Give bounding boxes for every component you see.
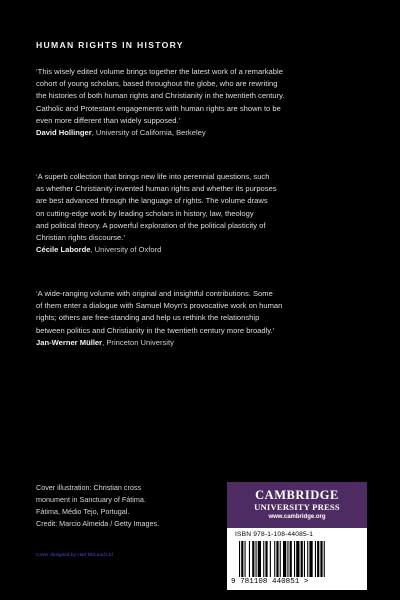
- barcode-digits: 9 781108 440851 >: [231, 578, 309, 586]
- barcode-stripe: [265, 541, 267, 577]
- blurb-line: are best advanced through the language of rights. The volume draws: [36, 196, 268, 206]
- barcode-stripe: [296, 541, 299, 577]
- barcode-stripe: [304, 541, 305, 577]
- cover-credit: [36, 482, 226, 530]
- barcode-stripe: [256, 541, 257, 577]
- credit-line: Credit: Marcio Almeida / Getty Images.: [36, 519, 160, 528]
- blurb-line: the histories of both human rights and Christianity in the twentieth century.: [36, 91, 285, 101]
- blurb-laborde: [36, 171, 372, 256]
- blurb-attribution: [36, 127, 372, 139]
- blurb-attribution: [36, 337, 372, 349]
- barcode-stripe: [241, 541, 243, 577]
- blurb-line: on cutting-edge work by leading scholars in history, law, theology: [36, 208, 254, 218]
- blurb-affiliation: , University of California, Berkeley: [91, 128, 206, 138]
- blurb-line: as whether Christianity invented human rights and whether its purposes: [36, 184, 277, 194]
- designer-credit: Cover designed by Hart McLeod Ltd: [36, 553, 113, 558]
- barcode-icon: [239, 541, 355, 577]
- barcode-stripe: [290, 541, 292, 577]
- blurb-line: ‘A wide-ranging volume with original and insightful contributions. Some: [36, 289, 273, 298]
- credit-line: Fátima, Médio Tejo, Portugal.: [36, 507, 130, 516]
- barcode-stripe: [249, 541, 250, 577]
- blurb-line: ‘This wisely edited volume brings together the latest work of a remarkable: [36, 67, 283, 76]
- barcode-stripe: [245, 541, 246, 577]
- barcode-stripe: [307, 541, 308, 577]
- blurb-author: Jan-Werner Müller: [36, 337, 103, 347]
- barcode-stripe: [258, 541, 261, 577]
- blurb-author: David Hollinger: [36, 128, 92, 138]
- blurb-affiliation: , Princeton University: [102, 337, 174, 347]
- blurb-line: Christian rights discourse.’: [36, 233, 126, 243]
- credit-line: monument in Sanctuary of Fátima.: [36, 495, 146, 504]
- publisher-press: UNIVERSITY PRESS: [254, 502, 340, 512]
- blurb-affiliation: , University of Oxford: [90, 245, 162, 255]
- isbn-label: ISBN 978-1-108-44085-1: [235, 531, 314, 538]
- barcode-stripe: [283, 541, 286, 577]
- barcode-stripe: [320, 541, 322, 577]
- blurb-attribution: [36, 244, 372, 256]
- barcode-stripe: [270, 541, 271, 577]
- blurb-line: cohort of young scholars, based throughout the globe, who are rewriting: [36, 79, 278, 89]
- barcode-stripe: [276, 541, 278, 577]
- blurb-line: rights; others are free-standing and help us rethink the relationship: [36, 313, 260, 323]
- barcode-stripe: [317, 541, 319, 577]
- barcode-stripe: [287, 541, 288, 577]
- barcode-stripe: [309, 541, 312, 577]
- publisher-url: www.cambridge.org: [268, 514, 326, 520]
- blurb-line: between politics and Christianity in the twentieth century more broadly.’: [36, 325, 275, 335]
- blurb-author: Cécile Laborde: [36, 245, 91, 255]
- blurb-line: of them enter a dialogue with Samuel Moyn’s provocative work on human: [36, 301, 283, 311]
- publisher-name: CAMBRIDGE: [255, 488, 339, 502]
- barcode-stripe: [324, 541, 325, 577]
- barcode-stripe: [280, 541, 281, 577]
- credit-line: Cover illustration: Christian cross: [36, 483, 142, 492]
- barcode-stripe: [294, 541, 295, 577]
- barcode-panel: [227, 528, 367, 590]
- barcode-stripe: [274, 541, 275, 577]
- barcode-stripe: [263, 541, 264, 577]
- barcode-stripe: [239, 541, 240, 577]
- series-title: HUMAN RIGHTS IN HISTORY: [36, 40, 184, 50]
- blurb-line: ‘A superb collection that brings new life into perennial questions, such: [36, 172, 270, 181]
- publisher-logo: [227, 482, 367, 528]
- blurb-hollinger: [36, 66, 372, 139]
- barcode-stripe: [315, 541, 316, 577]
- blurb-line: and political theory. A powerful exploration of the political plasticity of: [36, 220, 266, 230]
- barcode-stripe: [252, 541, 254, 577]
- blurb-line: Catholic and Protestant engagements with human rights are shown to be: [36, 103, 281, 113]
- barcode-stripe: [301, 541, 303, 577]
- blurb-muller: [36, 288, 372, 349]
- blurb-line: even more different than widely supposed.’: [36, 115, 181, 125]
